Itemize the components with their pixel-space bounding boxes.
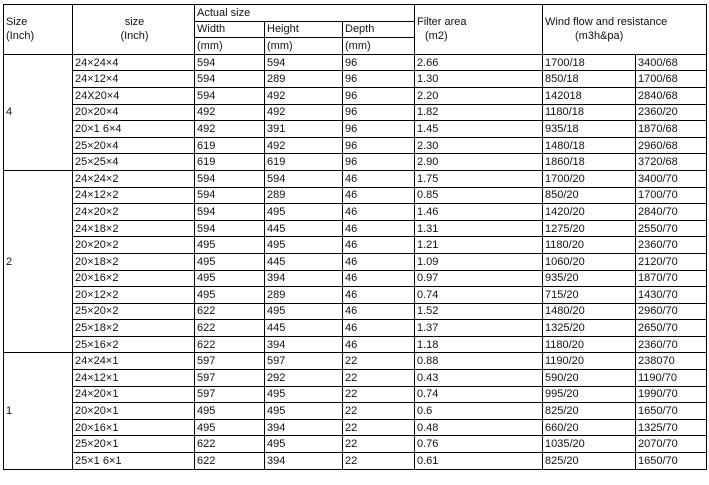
cell-resistance: 3720/68 [636, 154, 707, 171]
header-size-inch-label: Size (Inch) [6, 16, 35, 43]
cell-depth: 96 [343, 87, 415, 104]
cell-depth: 46 [343, 287, 415, 304]
table-row [4, 87, 707, 104]
cell-size: 20×20×2 [73, 237, 195, 254]
cell-wind-flow: 1180/20 [543, 336, 636, 353]
header-depth: Depth [343, 21, 415, 38]
table-row [4, 320, 707, 337]
cell-filter-area: 1.31 [415, 220, 543, 237]
cell-width: 597 [195, 353, 265, 370]
cell-filter-area: 2.30 [415, 137, 543, 154]
cell-height: 292 [265, 370, 343, 387]
table-row [4, 54, 707, 71]
cell-wind-flow: 1480/18 [543, 137, 636, 154]
cell-width: 594 [195, 187, 265, 204]
cell-size: 24X20×4 [73, 87, 195, 104]
cell-depth: 96 [343, 71, 415, 88]
table-row [4, 204, 707, 221]
cell-wind-flow: 995/20 [543, 386, 636, 403]
cell-height: 492 [265, 137, 343, 154]
cell-size: 25×1 6×1 [73, 453, 195, 470]
cell-width: 594 [195, 220, 265, 237]
cell-resistance: 1650/70 [636, 453, 707, 470]
table-row [4, 237, 707, 254]
cell-depth: 46 [343, 303, 415, 320]
cell-resistance: 1325/70 [636, 419, 707, 436]
cell-height: 495 [265, 204, 343, 221]
cell-height: 445 [265, 320, 343, 337]
cell-resistance: 1190/70 [636, 370, 707, 387]
filter-spec-table [3, 4, 707, 470]
table-row [4, 353, 707, 370]
header-row-1 [4, 5, 707, 22]
cell-resistance: 2840/70 [636, 204, 707, 221]
cell-filter-area: 0.85 [415, 187, 543, 204]
cell-size: 25×25×4 [73, 154, 195, 171]
cell-size: 20×20×1 [73, 403, 195, 420]
header-depth-unit: (mm) [343, 38, 415, 55]
cell-resistance: 2550/70 [636, 220, 707, 237]
cell-resistance: 2120/70 [636, 253, 707, 270]
cell-size: 24×18×2 [73, 220, 195, 237]
header-wind-flow-label: Wind flow and resistance [545, 16, 668, 29]
cell-size: 20×20×4 [73, 104, 195, 121]
cell-resistance: 1870/68 [636, 121, 707, 138]
cell-filter-area: 1.21 [415, 237, 543, 254]
cell-resistance: 238070 [636, 353, 707, 370]
cell-size: 24×24×2 [73, 170, 195, 187]
cell-height: 495 [265, 386, 343, 403]
cell-size: 25×16×2 [73, 336, 195, 353]
cell-size: 24×20×2 [73, 204, 195, 221]
cell-size: 25×18×2 [73, 320, 195, 337]
cell-filter-area: 0.74 [415, 386, 543, 403]
cell-filter-area: 1.82 [415, 104, 543, 121]
cell-resistance: 1870/70 [636, 270, 707, 287]
cell-depth: 46 [343, 253, 415, 270]
cell-size: 24×20×1 [73, 386, 195, 403]
cell-filter-area: 1.75 [415, 170, 543, 187]
cell-resistance: 1430/70 [636, 287, 707, 304]
table-row [4, 336, 707, 353]
cell-filter-area: 1.09 [415, 253, 543, 270]
header-width-unit: (mm) [195, 38, 265, 55]
cell-depth: 96 [343, 54, 415, 71]
cell-wind-flow: 1700/20 [543, 170, 636, 187]
cell-width: 597 [195, 386, 265, 403]
cell-resistance: 2070/70 [636, 436, 707, 453]
cell-filter-area: 0.61 [415, 453, 543, 470]
header-filter-area-unit: (m2) [425, 30, 448, 43]
cell-depth: 96 [343, 121, 415, 138]
cell-depth: 46 [343, 170, 415, 187]
cell-height: 394 [265, 336, 343, 353]
cell-filter-area: 0.43 [415, 370, 543, 387]
cell-wind-flow: 1035/20 [543, 436, 636, 453]
cell-width: 594 [195, 54, 265, 71]
cell-wind-flow: 142018 [543, 87, 636, 104]
cell-wind-flow: 1060/20 [543, 253, 636, 270]
cell-height: 289 [265, 287, 343, 304]
table-row [4, 187, 707, 204]
cell-size: 25×20×2 [73, 303, 195, 320]
table-row [4, 287, 707, 304]
cell-wind-flow: 590/20 [543, 370, 636, 387]
cell-height: 394 [265, 270, 343, 287]
cell-wind-flow: 1860/18 [543, 154, 636, 171]
cell-width: 492 [195, 121, 265, 138]
group-depth-inch: 1 [4, 353, 73, 469]
cell-wind-flow: 1420/20 [543, 204, 636, 221]
cell-height: 495 [265, 436, 343, 453]
cell-depth: 22 [343, 386, 415, 403]
cell-height: 495 [265, 303, 343, 320]
cell-filter-area: 2.20 [415, 87, 543, 104]
cell-filter-area: 2.90 [415, 154, 543, 171]
cell-width: 495 [195, 253, 265, 270]
cell-height: 492 [265, 104, 343, 121]
cell-resistance: 1700/70 [636, 187, 707, 204]
cell-resistance: 2960/70 [636, 303, 707, 320]
table-row [4, 104, 707, 121]
table-row [4, 71, 707, 88]
cell-filter-area: 1.45 [415, 121, 543, 138]
cell-height: 619 [265, 154, 343, 171]
header-height-unit: (mm) [265, 38, 343, 55]
cell-wind-flow: 1700/18 [543, 54, 636, 71]
cell-height: 445 [265, 253, 343, 270]
cell-wind-flow: 825/20 [543, 403, 636, 420]
cell-depth: 96 [343, 104, 415, 121]
cell-size: 25×20×1 [73, 436, 195, 453]
cell-wind-flow: 1180/18 [543, 104, 636, 121]
cell-wind-flow: 1480/20 [543, 303, 636, 320]
table-row [4, 220, 707, 237]
cell-wind-flow: 1190/20 [543, 353, 636, 370]
table-row [4, 154, 707, 171]
cell-width: 594 [195, 71, 265, 88]
cell-filter-area: 1.37 [415, 320, 543, 337]
cell-size: 20×16×1 [73, 419, 195, 436]
cell-height: 394 [265, 419, 343, 436]
header-size2-inch [73, 5, 195, 55]
table-row [4, 137, 707, 154]
cell-wind-flow: 935/18 [543, 121, 636, 138]
cell-height: 495 [265, 403, 343, 420]
header-size-inch [4, 5, 73, 55]
cell-filter-area: 0.88 [415, 353, 543, 370]
cell-height: 597 [265, 353, 343, 370]
cell-wind-flow: 935/20 [543, 270, 636, 287]
table-row [4, 370, 707, 387]
header-size2-inch-label: size (Inch) [120, 16, 149, 43]
cell-resistance: 1650/70 [636, 403, 707, 420]
header-actual-size: Actual size [195, 5, 415, 22]
cell-depth: 46 [343, 336, 415, 353]
cell-depth: 22 [343, 403, 415, 420]
cell-wind-flow: 660/20 [543, 419, 636, 436]
cell-width: 495 [195, 237, 265, 254]
cell-height: 492 [265, 87, 343, 104]
cell-height: 391 [265, 121, 343, 138]
cell-width: 492 [195, 104, 265, 121]
header-filter-area [415, 5, 543, 55]
cell-size: 24×12×1 [73, 370, 195, 387]
cell-width: 594 [195, 87, 265, 104]
cell-height: 394 [265, 453, 343, 470]
cell-resistance: 2360/70 [636, 336, 707, 353]
cell-width: 495 [195, 287, 265, 304]
cell-resistance: 2360/20 [636, 104, 707, 121]
cell-width: 495 [195, 403, 265, 420]
spec-table-body [4, 5, 707, 470]
cell-height: 495 [265, 237, 343, 254]
group-depth-inch: 4 [4, 54, 73, 170]
cell-depth: 46 [343, 237, 415, 254]
table-row [4, 453, 707, 470]
header-filter-area-label: Filter area [417, 16, 467, 29]
cell-depth: 96 [343, 137, 415, 154]
table-row [4, 386, 707, 403]
cell-wind-flow: 715/20 [543, 287, 636, 304]
cell-width: 619 [195, 137, 265, 154]
cell-filter-area: 1.46 [415, 204, 543, 221]
header-height: Height [265, 21, 343, 38]
cell-height: 594 [265, 54, 343, 71]
cell-resistance: 2650/70 [636, 320, 707, 337]
table-row [4, 253, 707, 270]
cell-depth: 46 [343, 320, 415, 337]
cell-width: 622 [195, 320, 265, 337]
cell-filter-area: 0.74 [415, 287, 543, 304]
cell-height: 289 [265, 187, 343, 204]
cell-width: 594 [195, 204, 265, 221]
cell-depth: 22 [343, 436, 415, 453]
table-row [4, 303, 707, 320]
cell-size: 20×1 6×4 [73, 121, 195, 138]
cell-depth: 22 [343, 453, 415, 470]
cell-wind-flow: 825/20 [543, 453, 636, 470]
cell-width: 622 [195, 336, 265, 353]
cell-depth: 22 [343, 370, 415, 387]
cell-size: 24×24×1 [73, 353, 195, 370]
cell-size: 20×12×2 [73, 287, 195, 304]
cell-depth: 22 [343, 353, 415, 370]
cell-resistance: 3400/70 [636, 170, 707, 187]
table-row [4, 270, 707, 287]
cell-depth: 96 [343, 154, 415, 171]
table-row [4, 121, 707, 138]
cell-wind-flow: 1275/20 [543, 220, 636, 237]
cell-depth: 46 [343, 270, 415, 287]
cell-filter-area: 2.66 [415, 54, 543, 71]
cell-wind-flow: 1180/20 [543, 237, 636, 254]
cell-resistance: 1700/68 [636, 71, 707, 88]
cell-width: 597 [195, 370, 265, 387]
cell-height: 289 [265, 71, 343, 88]
cell-depth: 46 [343, 187, 415, 204]
cell-wind-flow: 1325/20 [543, 320, 636, 337]
table-row [4, 170, 707, 187]
cell-wind-flow: 850/20 [543, 187, 636, 204]
cell-size: 24×12×4 [73, 71, 195, 88]
header-wind-flow-unit: (m3h&pa) [575, 30, 624, 43]
cell-size: 25×20×4 [73, 137, 195, 154]
cell-width: 622 [195, 303, 265, 320]
cell-filter-area: 1.18 [415, 336, 543, 353]
cell-resistance: 2360/70 [636, 237, 707, 254]
cell-size: 24×24×4 [73, 54, 195, 71]
header-width: Width [195, 21, 265, 38]
cell-size: 20×18×2 [73, 253, 195, 270]
cell-filter-area: 1.52 [415, 303, 543, 320]
cell-resistance: 3400/68 [636, 54, 707, 71]
table-row [4, 403, 707, 420]
cell-width: 622 [195, 453, 265, 470]
cell-depth: 46 [343, 204, 415, 221]
table-row [4, 436, 707, 453]
header-wind-flow [543, 5, 707, 55]
cell-width: 495 [195, 270, 265, 287]
cell-height: 594 [265, 170, 343, 187]
cell-filter-area: 1.30 [415, 71, 543, 88]
cell-size: 24×12×2 [73, 187, 195, 204]
cell-width: 619 [195, 154, 265, 171]
cell-resistance: 1990/70 [636, 386, 707, 403]
cell-resistance: 2840/68 [636, 87, 707, 104]
cell-wind-flow: 850/18 [543, 71, 636, 88]
table-row [4, 419, 707, 436]
cell-width: 622 [195, 436, 265, 453]
cell-width: 594 [195, 170, 265, 187]
cell-depth: 46 [343, 220, 415, 237]
group-depth-inch: 2 [4, 170, 73, 353]
cell-width: 495 [195, 419, 265, 436]
cell-filter-area: 0.97 [415, 270, 543, 287]
cell-depth: 22 [343, 419, 415, 436]
cell-filter-area: 0.48 [415, 419, 543, 436]
cell-filter-area: 0.76 [415, 436, 543, 453]
cell-filter-area: 0.6 [415, 403, 543, 420]
cell-size: 20×16×2 [73, 270, 195, 287]
cell-resistance: 2960/68 [636, 137, 707, 154]
cell-height: 445 [265, 220, 343, 237]
